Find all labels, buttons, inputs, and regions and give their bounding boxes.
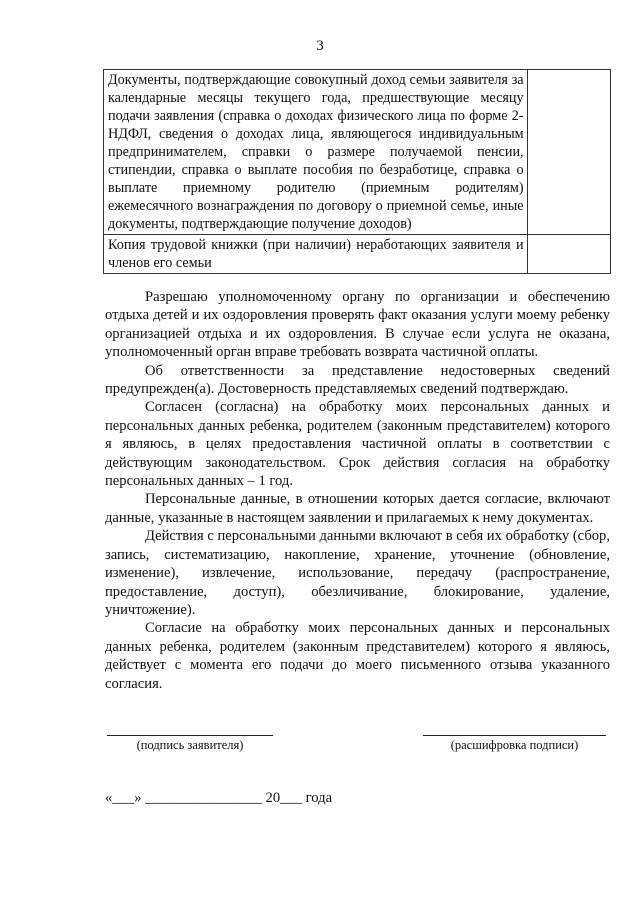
signature-decoding-line[interactable]	[423, 735, 606, 736]
signature-decoding-caption: (расшифровка подписи)	[450, 738, 579, 752]
paragraph-consent-duration: Согласие на обработку моих персональных данных и персональных данных ребенка, родителем (законным представителем) которого я являюсь, действует с момента его подачи до моего письменного отзыва указанного согласия.	[105, 620, 610, 692]
document-mark-cell	[527, 235, 610, 274]
document-description-cell: Документы, подтверждающие совокупный доход семьи заявителя за календарные месяцы текущего года, предшествующие месяцу подачи заявления (справка о доходах физического лица по форме 2-НДФЛ, сведения о доходах лица, являющегося индивидуальным предпринимателем, справки о размере получаемой пенсии, стипендии, справка о выплате пособия по безработице, справка о выплате приемному родителю (приемным родителям) ежемесячного вознаграждения по договору о приемной семье, иные документы, подтверждающие получение доходов)	[104, 70, 528, 235]
applicant-signature-caption: (подпись заявителя)	[136, 738, 244, 752]
consent-text	[105, 288, 610, 693]
paragraph-data-actions: Действия с персональными данными включают в себя их обработку (сбор, запись, систематизацию, накопление, хранение, уточнение (обновление, изменение), извлечение, использование, передачу (распространение, предоставление, доступ), обезличивание, блокирование, удаление, уничтожение).	[105, 528, 610, 618]
table-row	[104, 70, 611, 235]
table-row	[104, 235, 611, 274]
document-description-cell: Копия трудовой книжки (при наличии) неработающих заявителя и членов его семьи	[104, 235, 528, 274]
date-line[interactable]: «___» ________________ 20___ года	[105, 790, 333, 806]
paragraph-personal-data-scope: Персональные данные, в отношении которых дается согласие, включают данные, указанные в настоящем заявлении и прилагаемых к нему документах.	[105, 491, 610, 526]
document-mark-cell	[527, 70, 610, 235]
applicant-signature-line[interactable]	[107, 735, 273, 736]
paragraph-verification-permission: Разрешаю уполномоченному органу по организации и обеспечению отдыха детей и их оздоровления проверять факт оказания услуги моему ребенку организацией отдыха и их оздоровления. В случае если услуга не оказана, уполномоченный орган вправе требовать возврата частичной оплаты.	[105, 289, 610, 361]
page-number: 3	[316, 38, 324, 54]
documents-table	[103, 69, 611, 274]
paragraph-responsibility: Об ответственности за представление недостоверных сведений предупрежден(а). Достоверность представляемых сведений подтверждаю.	[105, 362, 610, 398]
paragraph-personal-data-consent: Согласен (согласна) на обработку моих персональных данных и персональных данных ребенка, родителем (законным представителем) которого я являюсь, в целях предоставления частичной оплаты в соответствии с действующим законодательством. Срок действия согласия на обработку персональных данных – 1 год.	[105, 399, 610, 490]
